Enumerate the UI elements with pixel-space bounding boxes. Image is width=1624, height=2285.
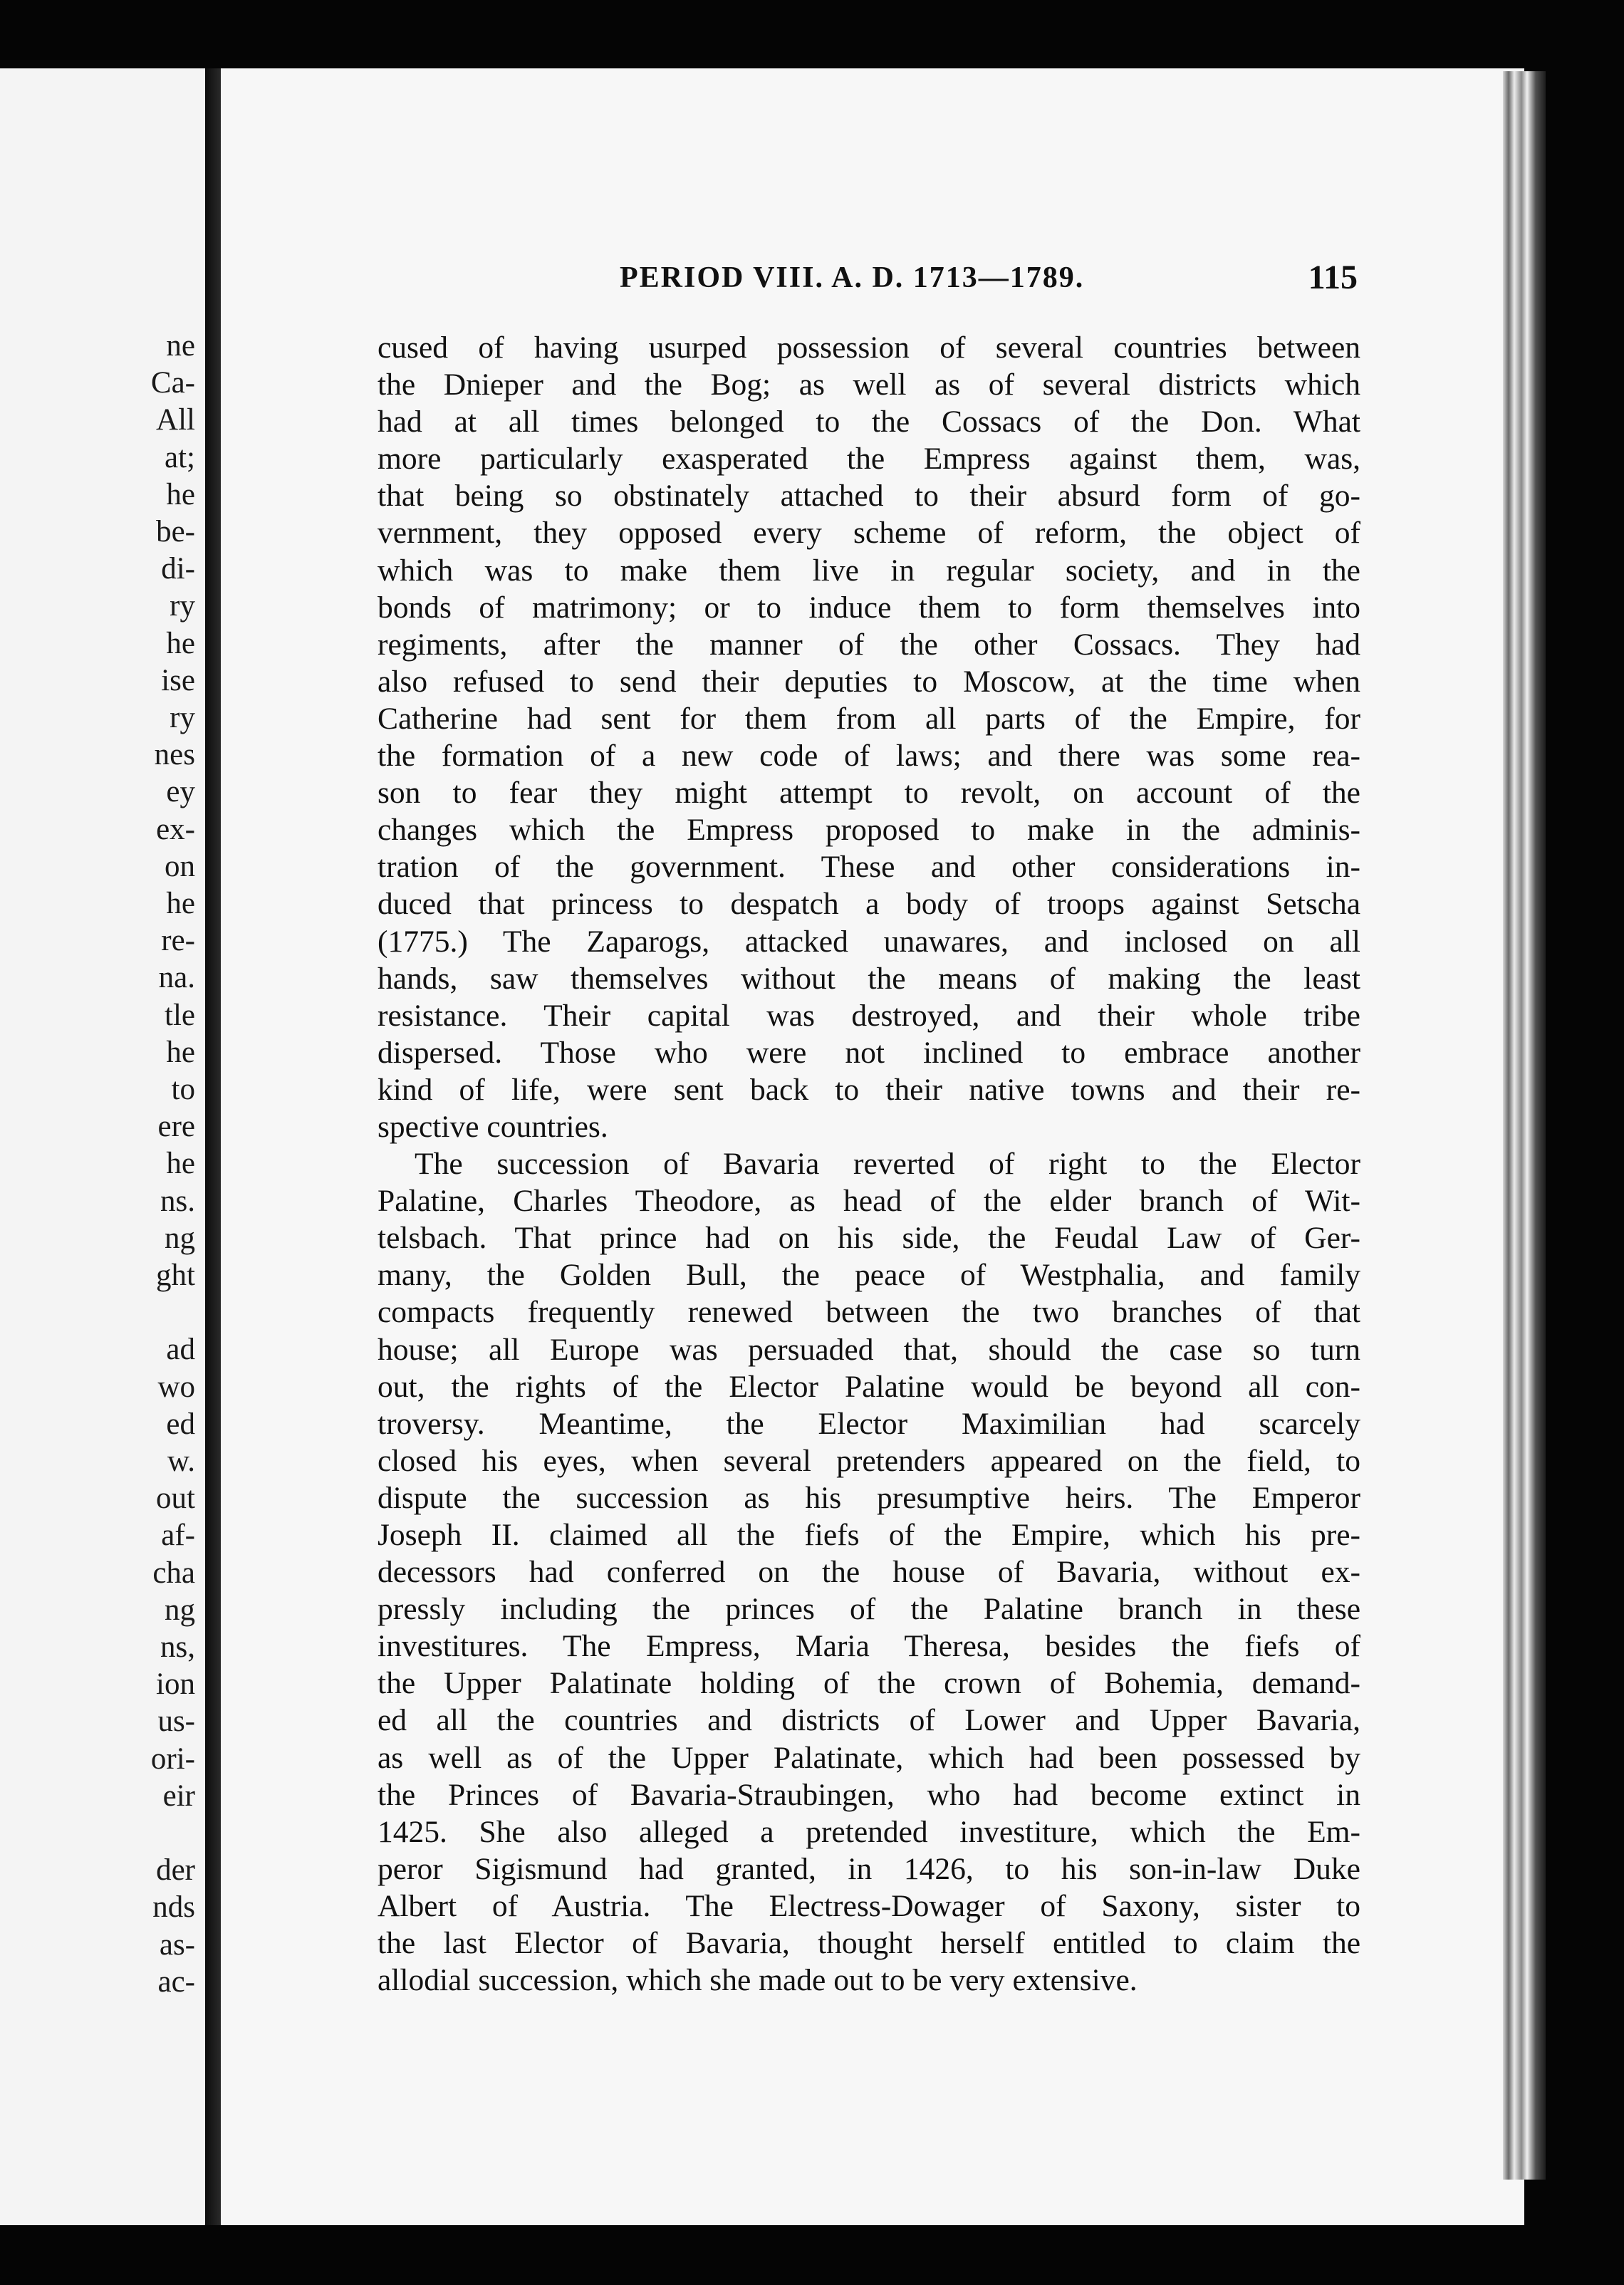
text-line: more particularly exasperated the Empress against them, was, [378, 442, 1360, 477]
text-line: out, the rights of the Elector Palatine would be beyond all con- [378, 1369, 1360, 1404]
text-line: cused of having usurped possession of several countries between [378, 330, 1360, 365]
facing-page-fragment: eir [162, 1779, 195, 1813]
text-line: investitures. The Empress, Maria Theresa, besides the fiefs of [378, 1629, 1360, 1664]
text-line: closed his eyes, when several pretenders appeared on the field, to [378, 1443, 1360, 1478]
facing-page-fragment: All [156, 403, 195, 437]
facing-page-fragment: cha [152, 1556, 195, 1590]
text-line: tration of the government. These and other considerations in- [378, 850, 1360, 885]
text-line: Palatine, Charles Theodore, as head of the elder branch of Wit- [378, 1184, 1360, 1219]
text-line: as well as of the Upper Palatinate, which had been possessed by [378, 1740, 1360, 1775]
facing-page-fragment: di- [161, 552, 195, 586]
text-line: allodial succession, which she made out to be very extensive. [378, 1963, 1138, 1998]
facing-page-fragment: na. [158, 961, 195, 995]
body-text [378, 329, 1360, 1999]
text-line: house; all Europe was persuaded that, should the case so turn [378, 1332, 1360, 1367]
text-line: bonds of matrimony; or to induce them to form themselves into [378, 590, 1360, 625]
book-gutter [205, 68, 221, 2225]
text-line: the Princes of Bavaria-Straubingen, who had become extinct in [378, 1777, 1360, 1812]
facing-page-edge [0, 68, 205, 2225]
text-line: hands, saw themselves without the means of making the least [378, 961, 1360, 996]
facing-page-fragment: on [165, 849, 195, 883]
text-line: duced that princess to despatch a body of troops against Setscha [378, 887, 1360, 922]
text-line: many, the Golden Bull, the peace of Westphalia, and family [378, 1258, 1360, 1293]
text-line: that being so obstinately attached to their absurd form of go- [378, 479, 1360, 514]
facing-page-fragment: to [171, 1073, 195, 1106]
facing-page-fragment: nes [154, 738, 195, 772]
facing-page-fragment: ise [161, 663, 195, 697]
facing-page-fragment: ad [166, 1333, 195, 1367]
text-line: the Dnieper and the Bog; as well as of several districts which [378, 368, 1360, 402]
text-line: 1425. She also alleged a pretended investiture, which the Em- [378, 1814, 1360, 1849]
facing-page-fragment: ey [166, 775, 195, 809]
facing-page-fragment: ght [156, 1259, 195, 1292]
text-line: decessors had conferred on the house of Bavaria, without ex- [378, 1555, 1360, 1590]
text-line: troversy. Meantime, the Elector Maximilian had scarcely [378, 1406, 1360, 1441]
text-line: pressly including the princes of the Palatine branch in these [378, 1592, 1360, 1627]
text-line: kind of life, were sent back to their native towns and their re- [378, 1072, 1360, 1107]
facing-page-fragment: ry [170, 701, 195, 734]
text-line: Joseph II. claimed all the fiefs of the Empire, which his pre- [378, 1518, 1360, 1552]
text-line: spective countries. [378, 1109, 608, 1144]
text-line: resistance. Their capital was destroyed, and their whole tribe [378, 998, 1360, 1033]
facing-page-fragment: re- [161, 924, 195, 958]
facing-page-fragment: ns, [160, 1630, 195, 1664]
text-line: the Upper Palatinate holding of the crown of Bohemia, demand- [378, 1666, 1360, 1701]
text-line: ed all the countries and districts of Lower and Upper Bavaria, [378, 1703, 1360, 1738]
facing-page-fragment: ed [166, 1407, 195, 1441]
page-header [385, 258, 1368, 308]
facing-page-fragment: us- [157, 1704, 195, 1739]
running-head: PERIOD VIII. A. D. 1713—1789. [620, 261, 1085, 294]
text-line: Albert of Austria. The Electress-Dowager of Saxony, sister to [378, 1888, 1360, 1923]
text-line: Catherine had sent for them from all parts of the Empire, for [378, 701, 1360, 736]
facing-page-fragment: ere [157, 1110, 195, 1144]
text-line: vernment, they opposed every scheme of reform, the object of [378, 516, 1360, 551]
facing-page-fragment: ion [156, 1667, 195, 1702]
facing-page-fragment: he [166, 477, 195, 511]
page-number: 115 [1308, 259, 1358, 296]
facing-page-fragment: nds [152, 1890, 195, 1925]
facing-page-fragment: be- [156, 515, 195, 548]
facing-page-fragment: ng [165, 1221, 195, 1255]
text-line: compacts frequently renewed between the two branches of that [378, 1295, 1360, 1330]
text-line: which was to make them live in regular society, and in the [378, 553, 1360, 588]
facing-page-fragment: out [156, 1482, 195, 1516]
facing-page-fragment: he [166, 1147, 195, 1181]
facing-page-fragment: ns. [160, 1184, 195, 1218]
facing-page-fragment: ne [166, 329, 195, 363]
text-line: telsbach. That prince had on his side, the Feudal Law of Ger- [378, 1221, 1360, 1256]
facing-page-fragment: at; [165, 440, 195, 474]
facing-page-fragment: ac- [157, 1964, 195, 1999]
text-line: the formation of a new code of laws; and there was some rea- [378, 739, 1360, 774]
text-line: peror Sigismund had granted, in 1426, to his son-in-law Duke [378, 1851, 1360, 1886]
facing-page-fragment: tle [165, 998, 195, 1032]
facing-page-fragment: ry [170, 589, 195, 623]
text-line: regiments, after the manner of the other Cossacs. They had [378, 627, 1360, 662]
facing-page-fragment: wo [157, 1370, 195, 1404]
page-stack-edge [1503, 71, 1546, 2180]
text-line: had at all times belonged to the Cossacs of the Don. What [378, 405, 1360, 439]
facing-page-fragment: he [166, 1035, 195, 1069]
text-line: the last Elector of Bavaria, thought herself entitled to claim the [378, 1926, 1360, 1961]
facing-page-fragment: Ca- [150, 366, 195, 400]
text-line: son to fear they might attempt to revolt, on account of the [378, 776, 1360, 811]
facing-page-fragment: as- [159, 1927, 195, 1962]
text-line: changes which the Empress proposed to make in the adminis- [378, 813, 1360, 848]
text-line: also refused to send their deputies to Moscow, at the time when [378, 664, 1360, 699]
facing-page-fragment: ng [165, 1593, 195, 1627]
facing-page-fragment: af- [161, 1519, 195, 1553]
text-line: dispute the succession as his presumptive heirs. The Emperor [378, 1480, 1360, 1515]
facing-page-fragment: he [166, 887, 195, 920]
text-line: dispersed. Those who were not inclined to embrace another [378, 1035, 1360, 1070]
text-line: (1775.) The Zaparogs, attacked unawares, and inclosed on all [378, 924, 1360, 959]
facing-page-fragment: der [156, 1853, 195, 1888]
text-line: The succession of Bavaria reverted of right to the Elector [415, 1147, 1360, 1182]
facing-page-fragment: ori- [150, 1742, 195, 1776]
facing-page-fragment: he [166, 626, 195, 660]
facing-page-fragment: ex- [156, 812, 195, 846]
facing-page-fragment: w. [167, 1445, 195, 1478]
